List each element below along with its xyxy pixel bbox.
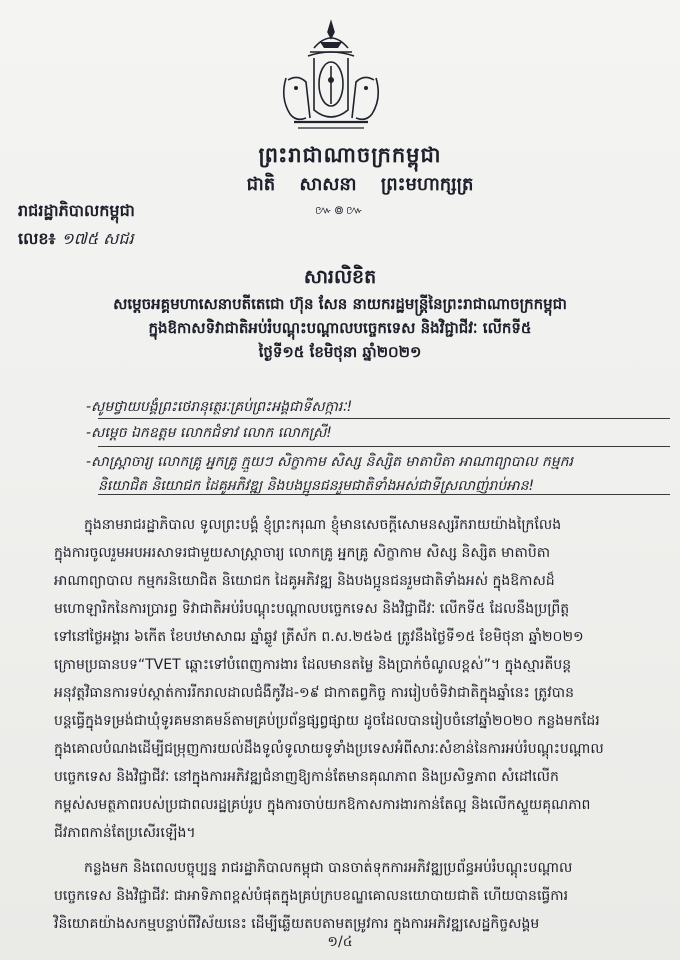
body-line: ជីវភាពកាន់តែប្រសើរឡើង។ xyxy=(54,825,196,841)
body-line: បន្តធ្វើក្នុងទម្រង់ជាឃុំទូរគមនាគមន៍តាមគ្រប់ប្រព័ន្ធផ្សព្វផ្សាយ ដូចដែលបានរៀបចំនៅឆ្នាំ២០២០ កន្លងមកដែរ xyxy=(54,713,600,729)
reference-value: ១៧៥ សជរ xyxy=(61,229,134,248)
body-line: ក្នុងនាមរាជរដ្ឋាភិបាល ទូលព្រះបង្គំ ខ្ញុំព្រះករុណា ខ្ញុំមានសេចក្ដីសោមនស្សរីករាយយ៉ាងក្រៃលែង xyxy=(84,517,562,533)
body-line: បច្ចេកទេស និងវិជ្ជាជីវៈ នៅក្នុងការអភិវឌ្ឍជំនាញឱ្យកាន់តែមានគុណភាព និងប្រសិទ្ធភាព សំដៅលើក xyxy=(54,769,559,785)
underline-divider xyxy=(98,446,670,447)
royal-coat-of-arms xyxy=(276,18,386,136)
greeting-line: និយោជិត និយោជក ដៃគូអភិវឌ្ឍ និងបងប្អូនជនរួមជាតិទាំងអស់ជាទីស្រលាញ់រាប់អាន! xyxy=(98,478,535,494)
letter-title: សារលិខិត xyxy=(303,266,377,288)
body-line: ទៅនៅថ្ងៃអង្គារ ៦កើត ខែបឋមាសាឍ ឆ្នាំឆ្លូវ ត្រីស័ក ព.ស.២៥៦៥ ត្រូវនឹងថ្ងៃទី១៥ ខែមិថុនា ឆ្នាំ២០២១ xyxy=(54,629,584,645)
underline-divider xyxy=(98,418,670,419)
kingdom-heading: ព្រះរាជាណាចក្រកម្ពុជា xyxy=(258,143,442,167)
reference-number xyxy=(18,228,134,252)
body-line: ក្រោមប្រធានបទ“TVET ឆ្ពោះទៅបំពេញការងារ ដែលមានតម្លៃ និងប្រាក់ចំណូលខ្ពស់”។ ក្នុងស្មារតីបន្ត xyxy=(54,657,572,673)
national-motto: ជាតិ សាសនា ព្រះមហាក្សត្រ xyxy=(246,174,474,195)
government-name: រាជរដ្ឋាភិបាលកម្ពុជា xyxy=(18,201,135,220)
greeting-line: -សម្ដេច ឯកឧត្ដម លោកជំទាវ លោក លោកស្រី! xyxy=(86,425,332,441)
letter-subtitle-line: ក្នុងឱកាសទិវាជាតិអប់រំបណ្ដុះបណ្ដាលបច្ចេកទេស និងវិជ្ជាជីវៈ លើកទី៥ xyxy=(148,319,532,337)
greeting-line: -សាស្ត្រាចារ្យ លោកគ្រូ អ្នកគ្រូ ក្មួយៗ សិក្ខាកាម សិស្ស និស្សិត មាតាបិតា អាណាព្យាបាល កម្មករ xyxy=(86,454,573,470)
reference-label: លេខ៖ xyxy=(18,229,56,248)
body-line: ក្នុងការចូលរួមអបអរសាទរជាមួយសាស្ត្រាចារ្យ លោកគ្រូ អ្នកគ្រូ សិក្ខាកាម សិស្ស និស្សិត មាតាបិតា xyxy=(54,545,551,561)
ornament-divider: ៚៙៚ xyxy=(315,203,365,217)
page-number: ១/៤ xyxy=(327,934,353,950)
body-line: កន្លងមក និងពេលបច្ចុប្បន្ន រាជរដ្ឋាភិបាលកម្ពុជា បានចាត់ទុកការអភិវឌ្ឍប្រព័ន្ធអប់រំបណ្ដុះបណ្ដាល xyxy=(84,860,573,876)
underline-divider xyxy=(98,494,670,495)
body-line: វិនិយោគយ៉ាងសកម្មបន្ទាប់ពីវិស័យនេះ ដើម្បីឆ្លើយតបតាមតម្រូវការ ក្នុងការអភិវឌ្ឍសេដ្ឋកិច្ចសង្គម xyxy=(54,916,540,932)
letter-date: ថ្ងៃទី១៥ ខែមិថុនា ឆ្នាំ២០២១ xyxy=(258,343,422,361)
body-line: បច្ចេកទេស និងវិជ្ជាជីវៈ ជាអាទិភាពខ្ពស់បំផុតក្នុងគ្រប់ក្របខណ្ឌគោលនយោបាយជាតិ ហើយបានធ្វើការ xyxy=(54,888,569,904)
greeting-line: -សូមថ្វាយបង្គំព្រះថេរានុត្ថេរៈគ្រប់ព្រះអង្គជាទីសក្ការៈ! xyxy=(86,399,353,415)
body-line: កម្ពស់សមត្ថភាពរបស់ប្រជាពលរដ្ឋគ្រប់រូប ក្នុងការចាប់យកឱកាសការងារកាន់តែល្អ និងលើកស្ទួយគុណភាព xyxy=(54,797,591,813)
body-line: អនុវត្តវិធានការទប់ស្កាត់ការរីករាលដាលជំងឺកូវីដ-១៩ ជាកាតព្វកិច្ច ការរៀបចំទិវាជាតិក្នុងឆ្នាំនេះ ត្រូវបាន xyxy=(54,685,574,701)
body-line: ក្នុងគោលបំណងដើម្បីជម្រុញការយល់ដឹងទូលំទូលាយទូទាំងប្រទេសអំពីសារៈសំខាន់នៃការអប់រំបណ្ដុះបណ្ដាល xyxy=(54,741,604,757)
letter-subtitle-line: សម្ដេចអគ្គមហាសេនាបតីតេជោ ហ៊ុន សែន នាយករដ្ឋមន្ត្រីនៃព្រះរាជាណាចក្រកម្ពុជា xyxy=(113,295,567,313)
body-line: អាណាព្យាបាល កម្មករនិយោជិត និយោជក ដៃគូអភិវឌ្ឍ និងបងប្អូនជនរួមជាតិទាំងអស់ ក្នុងឱកាសដ៏ xyxy=(54,573,555,589)
body-line: មហោឡារិកនៃការប្រារព្ធ ទិវាជាតិអប់រំបណ្ដុះបណ្ដាលបច្ចេកទេស និងវិជ្ជាជីវៈ លើកទី៥ ដែលនឹងប្រព្រឹត្ត xyxy=(54,601,570,617)
